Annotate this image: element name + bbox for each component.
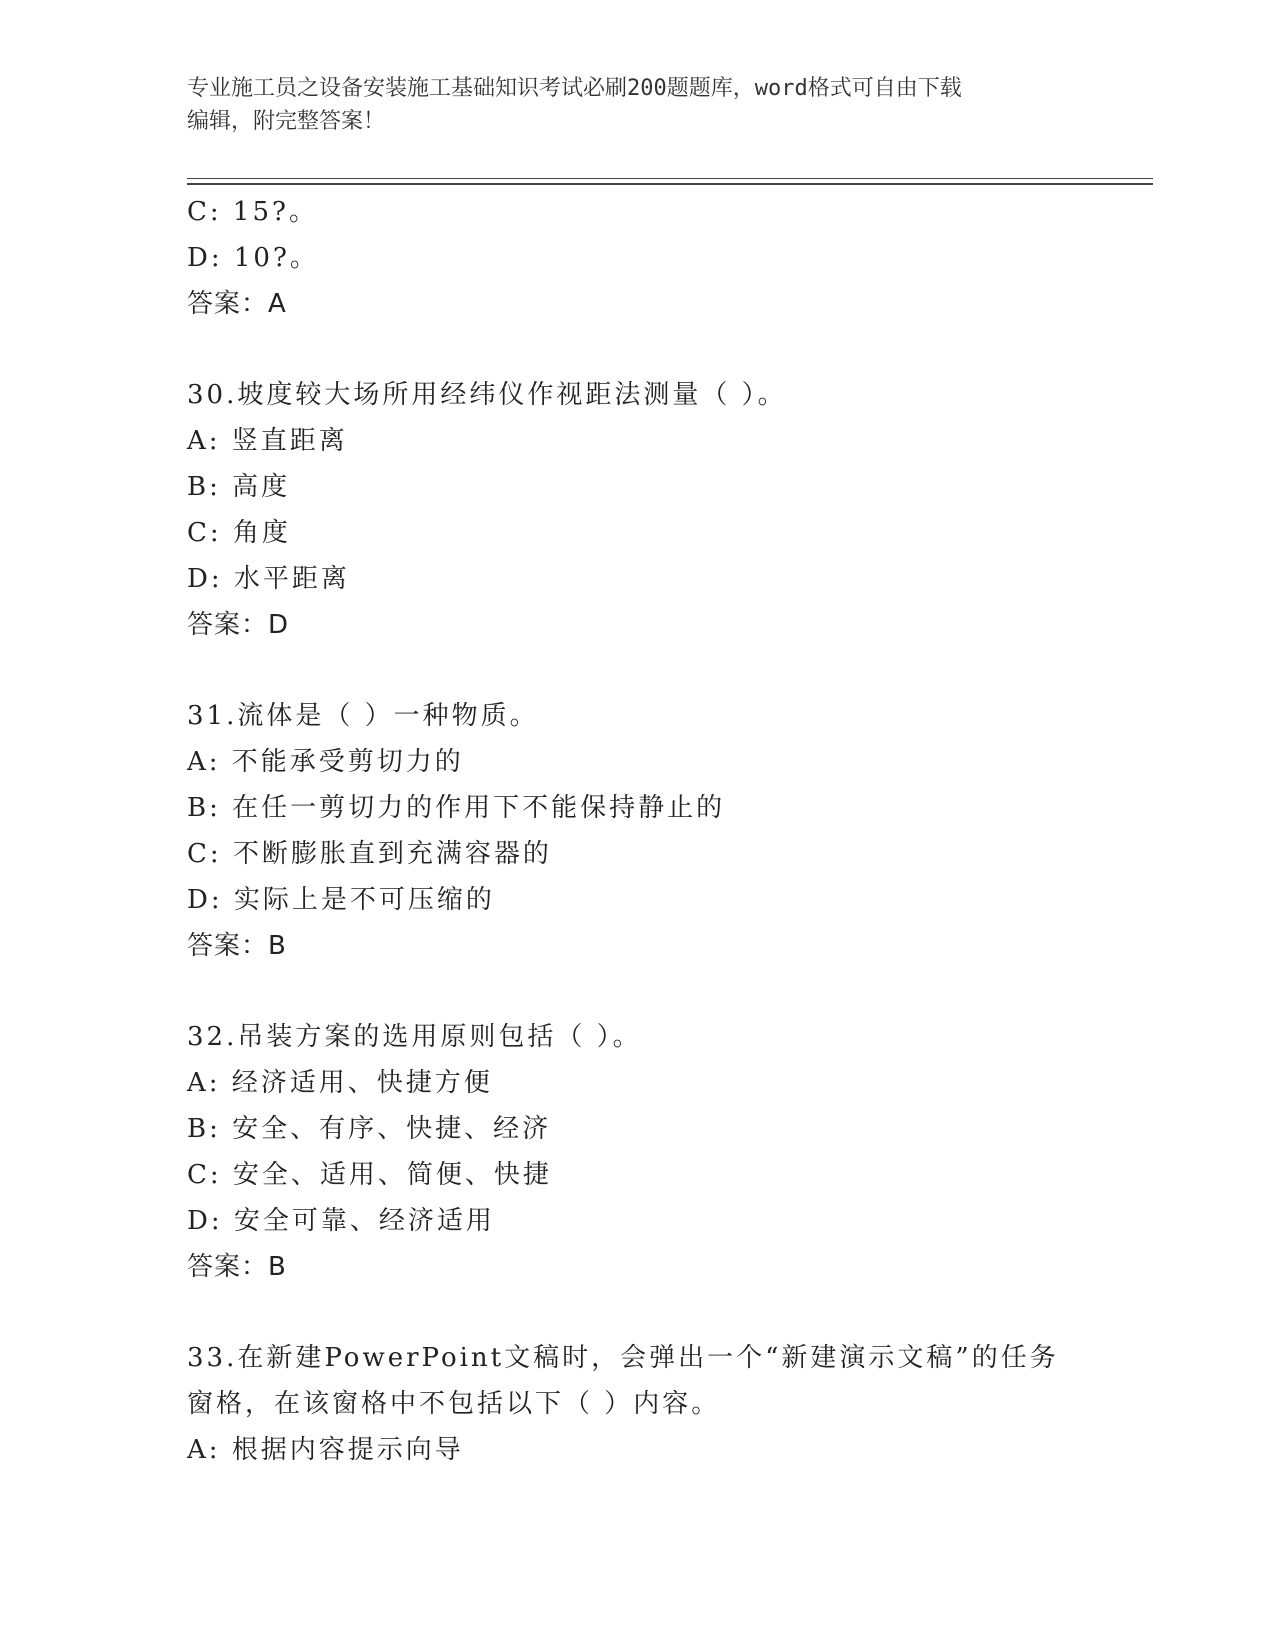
answer-line: 答案：A [187,289,287,319]
question-stem-line-1: 33.在新建PowerPoint文稿时，会弹出一个“新建演示文稿”的任务 [187,1343,1059,1373]
answer-line: 答案：D [187,610,290,640]
option-c: C: 安全、适用、简便、快捷 [187,1160,552,1190]
option-c: C: 15?。 [187,197,318,227]
option-b: B: 在任一剪切力的作用下不能保持静止的 [187,793,726,823]
option-a: A: 竖直距离 [187,426,348,456]
question-31 [187,693,1087,969]
header-divider-thin [187,178,1153,179]
document-header [187,72,1067,138]
question-stem: 31.流体是（ ）一种物质。 [187,701,539,731]
answer-line: 答案：B [187,931,287,961]
header-divider-thick [187,183,1153,185]
question-32 [187,1014,1087,1290]
answer-line: 答案：B [187,1252,287,1282]
header-line-1: 专业施工员之设备安装施工基础知识考试必刷200题题库，word格式可自由下载 [187,76,962,101]
question-stem-line-2: 窗格，在该窗格中不包括以下（ ）内容。 [187,1389,721,1419]
option-d: D: 水平距离 [187,564,350,594]
spacer [187,969,1087,1014]
question-stem: 32.吊装方案的选用原则包括（ ）。 [187,1022,642,1052]
option-a: A: 不能承受剪切力的 [187,747,464,777]
spacer [187,1290,1087,1335]
option-a: A: 根据内容提示向导 [187,1435,464,1465]
option-b: B: 高度 [187,472,291,502]
option-a: A: 经济适用、快捷方便 [187,1068,493,1098]
question-29-continued [187,189,1087,327]
spacer [187,648,1087,693]
option-d: D: 实际上是不可压缩的 [187,885,495,915]
document-body [187,189,1087,1473]
option-d: D: 10?。 [187,243,319,273]
question-33 [187,1335,1087,1473]
question-stem: 30.坡度较大场所用经纬仪作视距法测量（ ）。 [187,380,787,410]
option-c: C: 角度 [187,518,291,548]
question-30 [187,372,1087,648]
spacer [187,327,1087,372]
option-c: C: 不断膨胀直到充满容器的 [187,839,552,869]
option-b: B: 安全、有序、快捷、经济 [187,1114,552,1144]
header-line-2: 编辑，附完整答案！ [187,109,386,134]
option-d: D: 安全可靠、经济适用 [187,1206,495,1236]
